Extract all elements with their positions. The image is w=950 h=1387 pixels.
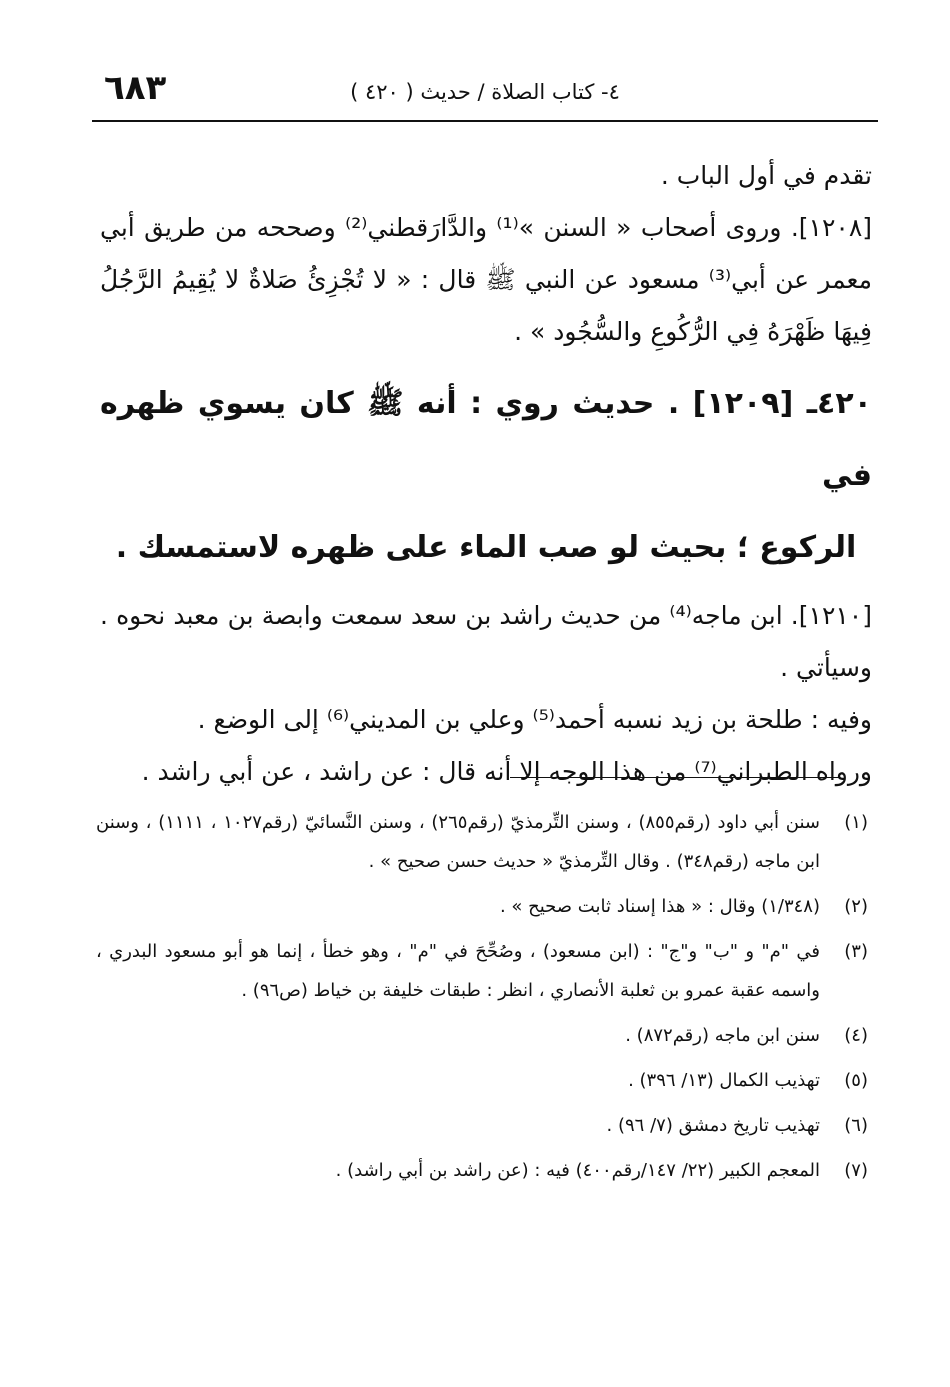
footnote-text: تهذيب تاريخ دمشق (٧/ ٩٦) . bbox=[606, 1115, 820, 1136]
footnote-number: (٦) bbox=[844, 1115, 868, 1136]
paragraph-intro: تقدم في أول الباب . bbox=[660, 161, 872, 190]
footnotes bbox=[96, 803, 868, 1196]
footnote-item bbox=[96, 1061, 868, 1100]
paragraph-talha: وفيه : طلحة بن زيد نسبه أحمد⁽⁵⁾ وعلي بن المديني⁽⁶⁾ إلى الوضع . bbox=[197, 705, 872, 734]
main-text bbox=[100, 150, 872, 798]
footnote-text: سنن ابن ماجه (رقم٨٧٢) . bbox=[625, 1025, 820, 1046]
footnote-item bbox=[96, 1151, 868, 1190]
footnote-item bbox=[96, 1016, 868, 1055]
footnote-text: في "م" و "ب" و"ج" : (ابن مسعود) ، وصُحِّحَ في "م" ، وهو خطأ ، إنما هو أبو مسعود البدري ، واسمه عقبة عمرو بن ثعلبة الأنصاري ، انظر : طبقات خليفة بن خياط (ص٩٦) . bbox=[96, 941, 820, 1001]
footnote-text: (١/٣٤٨) وقال : « هذا إسناد ثابت صحيح » . bbox=[499, 896, 820, 917]
footnote-number: (٢) bbox=[844, 896, 868, 917]
running-head: ٤- كتاب الصلاة / حديث ( ٤٢٠ ) bbox=[350, 80, 620, 104]
footnote-number: (٧) bbox=[844, 1160, 868, 1181]
hadith-heading-line2: الركوع ؛ بحيث لو صب الماء على ظهره لاستمسك . bbox=[115, 530, 857, 565]
footnote-number: (٣) bbox=[844, 941, 868, 962]
footnote-text: المعجم الكبير (٢٢/ ١٤٧/رقم٤٠٠) فيه : (عن راشد بن أبي راشد) . bbox=[335, 1160, 820, 1181]
paragraph-1210: [١٢١٠]. ابن ماجه⁽⁴⁾ من حديث راشد بن سعد سمعت وابصة بن معبد نحوه . وسيأتي . bbox=[100, 601, 872, 682]
paragraph-tabarani: ورواه الطبراني⁽⁷⁾ من هذا الوجه إلا أنه قال : عن راشد ، عن أبي راشد . bbox=[141, 757, 872, 786]
page-header bbox=[92, 68, 878, 118]
footnote-number: (٤) bbox=[844, 1025, 868, 1046]
footnote-text: تهذيب الكمال (١٣/ ٣٩٦) . bbox=[628, 1070, 820, 1091]
page-number: ٦٨٣ bbox=[104, 68, 167, 108]
footnote-item bbox=[96, 887, 868, 926]
header-divider bbox=[92, 120, 878, 122]
footnote-number: (٥) bbox=[844, 1070, 868, 1091]
footnote-divider bbox=[510, 777, 840, 778]
footnote-item bbox=[96, 932, 868, 1010]
footnote-item bbox=[96, 803, 868, 881]
hadith-heading-line1: ٤٢٠ـ [١٢٠٩] . حديث روي : أنه ﷺ كان يسوي ظهره في bbox=[100, 386, 872, 493]
footnote-number: (١) bbox=[844, 812, 868, 833]
paragraph-1208: [١٢٠٨]. وروى أصحاب « السنن »⁽¹⁾ والدَّارَقطني⁽²⁾ وصححه من طريق أبي معمر عن أبي⁽³⁾ مسعود عن النبي ﷺ قال : « لا تُجْزِئُ صَلاةٌ لا يُقِيمُ الرَّجُلُ فِيهَا ظَهْرَهُ فِي الرُّكُوعِ والسُّجُود » . bbox=[100, 213, 873, 346]
hadith-heading bbox=[100, 368, 872, 584]
footnote-text: سنن أبي داود (رقم٨٥٥) ، وسنن التِّرمذيّ (رقم٢٦٥) ، وسنن النَّسائيّ (رقم١٠٢٧ ، ١١١١) ، وسنن ابن ماجه (رقم٣٤٨) . وقال التِّرمذيّ « حديث حسن صحيح » . bbox=[96, 812, 821, 872]
footnote-item bbox=[96, 1106, 868, 1145]
